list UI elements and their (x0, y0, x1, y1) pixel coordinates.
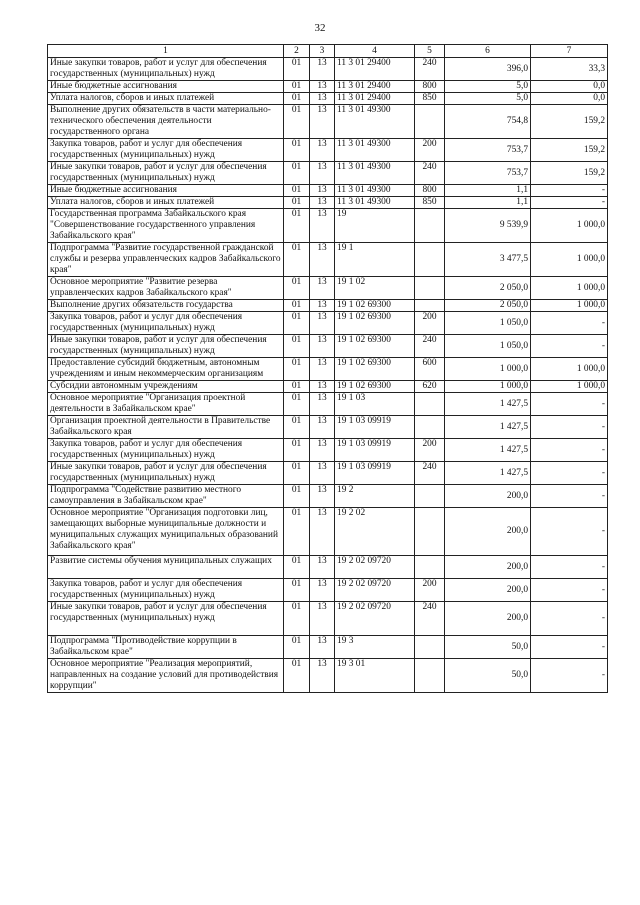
row-subsection: 13 (310, 81, 335, 93)
row-target-article: 19 2 02 09720 (335, 579, 415, 602)
header-col-3: 3 (310, 45, 335, 58)
row-section: 01 (284, 381, 310, 393)
row-target-article: 11 3 01 49300 (335, 162, 415, 185)
row-section: 01 (284, 197, 310, 209)
row-name: Подпрограмма "Содействие развитию местного самоуправления в Забайкальском крае" (48, 485, 284, 508)
row-amount-2020: 50,0 (445, 659, 531, 693)
row-subsection: 13 (310, 209, 335, 243)
row-section: 01 (284, 105, 310, 139)
table-row (48, 556, 608, 579)
row-amount-2021: 159,2 (531, 162, 608, 185)
row-name: Иные бюджетные ассигнования (48, 81, 284, 93)
table-row (48, 579, 608, 602)
row-subsection: 13 (310, 58, 335, 81)
row-section: 01 (284, 358, 310, 381)
row-target-article: 19 1 02 69300 (335, 358, 415, 381)
row-amount-2020: 1 050,0 (445, 312, 531, 335)
row-name: Иные закупки товаров, работ и услуг для обеспечения государственных (муниципальных) нужд (48, 602, 284, 636)
row-name: Закупка товаров, работ и услуг для обеспечения государственных (муниципальных) нужд (48, 139, 284, 162)
row-amount-2020: 1 427,5 (445, 416, 531, 439)
table-row (48, 659, 608, 693)
row-expense-type: 240 (415, 58, 445, 81)
row-expense-type: 620 (415, 381, 445, 393)
row-name: Закупка товаров, работ и услуг для обеспечения государственных (муниципальных) нужд (48, 312, 284, 335)
row-section: 01 (284, 81, 310, 93)
row-amount-2021: 0,0 (531, 93, 608, 105)
table-row (48, 162, 608, 185)
row-amount-2020: 1 000,0 (445, 381, 531, 393)
table-row (48, 185, 608, 197)
row-subsection: 13 (310, 105, 335, 139)
table-row (48, 462, 608, 485)
row-section: 01 (284, 485, 310, 508)
row-section: 01 (284, 579, 310, 602)
table-row (48, 358, 608, 381)
row-name: Уплата налогов, сборов и иных платежей (48, 197, 284, 209)
row-subsection: 13 (310, 556, 335, 579)
table-row (48, 81, 608, 93)
row-amount-2021: - (531, 556, 608, 579)
row-name: Организация проектной деятельности в Правительстве Забайкальского края (48, 416, 284, 439)
page-number: 32 (314, 22, 326, 34)
row-name: Основное мероприятие "Реализация мероприятий, направленных на создание условий для противодействия коррупции" (48, 659, 284, 693)
row-name: Иные закупки товаров, работ и услуг для обеспечения государственных (муниципальных) нужд (48, 462, 284, 485)
table-row (48, 312, 608, 335)
row-expense-type: 600 (415, 358, 445, 381)
row-amount-2020: 200,0 (445, 508, 531, 556)
row-subsection: 13 (310, 381, 335, 393)
row-expense-type: 850 (415, 93, 445, 105)
header-col-6: 6 (445, 45, 531, 58)
row-name: Иные бюджетные ассигнования (48, 185, 284, 197)
table-row (48, 602, 608, 636)
row-target-article: 11 3 01 49300 (335, 105, 415, 139)
row-target-article: 19 1 03 09919 (335, 416, 415, 439)
row-expense-type (415, 300, 445, 312)
table-row (48, 485, 608, 508)
row-target-article: 19 1 02 69300 (335, 312, 415, 335)
row-amount-2021: 159,2 (531, 105, 608, 139)
row-amount-2020: 1 427,5 (445, 439, 531, 462)
row-target-article: 11 3 01 49300 (335, 197, 415, 209)
row-expense-type: 200 (415, 139, 445, 162)
row-section: 01 (284, 58, 310, 81)
row-subsection: 13 (310, 439, 335, 462)
row-section: 01 (284, 508, 310, 556)
row-target-article: 11 3 01 49300 (335, 185, 415, 197)
row-amount-2020: 200,0 (445, 556, 531, 579)
row-amount-2021: - (531, 659, 608, 693)
table-row (48, 58, 608, 81)
row-amount-2020: 3 477,5 (445, 243, 531, 277)
row-subsection: 13 (310, 462, 335, 485)
row-amount-2020: 1,1 (445, 197, 531, 209)
row-target-article: 19 1 02 69300 (335, 300, 415, 312)
row-expense-type: 240 (415, 602, 445, 636)
row-amount-2020: 753,7 (445, 139, 531, 162)
table-row (48, 508, 608, 556)
row-expense-type: 200 (415, 312, 445, 335)
row-amount-2021: 0,0 (531, 81, 608, 93)
row-amount-2021: 1 000,0 (531, 277, 608, 300)
row-subsection: 13 (310, 579, 335, 602)
header-col-1: 1 (48, 45, 284, 58)
row-expense-type (415, 393, 445, 416)
row-name: Выполнение других обязательств государства (48, 300, 284, 312)
row-section: 01 (284, 602, 310, 636)
row-expense-type (415, 508, 445, 556)
row-target-article: 19 1 02 69300 (335, 335, 415, 358)
row-section: 01 (284, 93, 310, 105)
row-amount-2021: 33,3 (531, 58, 608, 81)
row-name: Субсидии автономным учреждениям (48, 381, 284, 393)
row-target-article: 19 2 02 (335, 508, 415, 556)
row-name: Подпрограмма "Противодействие коррупции в Забайкальском крае" (48, 636, 284, 659)
row-amount-2020: 754,8 (445, 105, 531, 139)
row-amount-2020: 200,0 (445, 602, 531, 636)
row-name: Уплата налогов, сборов и иных платежей (48, 93, 284, 105)
row-section: 01 (284, 277, 310, 300)
table-header-row (48, 45, 608, 58)
row-amount-2020: 5,0 (445, 93, 531, 105)
row-expense-type (415, 277, 445, 300)
row-subsection: 13 (310, 636, 335, 659)
row-expense-type (415, 659, 445, 693)
row-amount-2020: 1,1 (445, 185, 531, 197)
row-subsection: 13 (310, 602, 335, 636)
table-row (48, 209, 608, 243)
row-amount-2020: 50,0 (445, 636, 531, 659)
row-amount-2021: 1 000,0 (531, 381, 608, 393)
row-expense-type: 240 (415, 462, 445, 485)
row-subsection: 13 (310, 393, 335, 416)
row-target-article: 19 2 02 09720 (335, 556, 415, 579)
row-subsection: 13 (310, 508, 335, 556)
row-name: Основное мероприятие "Организация проектной деятельности в Забайкальском крае" (48, 393, 284, 416)
row-amount-2021: - (531, 636, 608, 659)
row-section: 01 (284, 162, 310, 185)
row-subsection: 13 (310, 139, 335, 162)
row-target-article: 19 1 03 (335, 393, 415, 416)
row-expense-type (415, 209, 445, 243)
row-expense-type: 800 (415, 81, 445, 93)
row-target-article: 11 3 01 29400 (335, 93, 415, 105)
row-expense-type (415, 243, 445, 277)
row-amount-2020: 1 050,0 (445, 335, 531, 358)
row-amount-2021: - (531, 416, 608, 439)
row-amount-2020: 1 000,0 (445, 358, 531, 381)
row-section: 01 (284, 312, 310, 335)
row-amount-2021: - (531, 508, 608, 556)
row-name: Подпрограмма "Развитие государственной гражданской службы и резерва управленческих кадров Забайкальского края" (48, 243, 284, 277)
row-target-article: 19 (335, 209, 415, 243)
row-subsection: 13 (310, 277, 335, 300)
row-subsection: 13 (310, 358, 335, 381)
row-amount-2020: 1 427,5 (445, 393, 531, 416)
header-col-5: 5 (415, 45, 445, 58)
row-expense-type: 200 (415, 439, 445, 462)
row-section: 01 (284, 300, 310, 312)
row-section: 01 (284, 335, 310, 358)
row-expense-type: 240 (415, 335, 445, 358)
row-target-article: 19 1 02 (335, 277, 415, 300)
row-expense-type (415, 556, 445, 579)
row-amount-2020: 1 427,5 (445, 462, 531, 485)
table-row (48, 277, 608, 300)
row-target-article: 11 3 01 49300 (335, 139, 415, 162)
table-row (48, 335, 608, 358)
row-subsection: 13 (310, 185, 335, 197)
row-section: 01 (284, 139, 310, 162)
row-subsection: 13 (310, 312, 335, 335)
row-expense-type (415, 416, 445, 439)
row-expense-type: 200 (415, 579, 445, 602)
row-expense-type: 240 (415, 162, 445, 185)
row-amount-2020: 9 539,9 (445, 209, 531, 243)
table-row (48, 393, 608, 416)
row-name: Предоставление субсидий бюджетным, автономным учреждениям и иным некоммерческим организациям (48, 358, 284, 381)
row-amount-2021: 1 000,0 (531, 358, 608, 381)
row-target-article: 11 3 01 29400 (335, 58, 415, 81)
row-target-article: 19 3 01 (335, 659, 415, 693)
row-section: 01 (284, 659, 310, 693)
row-name: Закупка товаров, работ и услуг для обеспечения государственных (муниципальных) нужд (48, 579, 284, 602)
row-name: Основное мероприятие "Развитие резерва управленческих кадров Забайкальского края" (48, 277, 284, 300)
row-section: 01 (284, 636, 310, 659)
row-amount-2021: - (531, 312, 608, 335)
row-target-article: 19 2 02 09720 (335, 602, 415, 636)
table-row (48, 105, 608, 139)
row-subsection: 13 (310, 243, 335, 277)
row-section: 01 (284, 209, 310, 243)
row-subsection: 13 (310, 485, 335, 508)
row-target-article: 19 3 (335, 636, 415, 659)
row-amount-2021: - (531, 197, 608, 209)
row-expense-type (415, 105, 445, 139)
row-subsection: 13 (310, 659, 335, 693)
header-col-4: 4 (335, 45, 415, 58)
row-section: 01 (284, 556, 310, 579)
row-amount-2021: - (531, 439, 608, 462)
row-amount-2021: - (531, 393, 608, 416)
row-amount-2021: 1 000,0 (531, 209, 608, 243)
row-amount-2020: 200,0 (445, 579, 531, 602)
row-amount-2021: - (531, 485, 608, 508)
row-subsection: 13 (310, 416, 335, 439)
row-section: 01 (284, 243, 310, 277)
row-amount-2021: - (531, 602, 608, 636)
row-section: 01 (284, 439, 310, 462)
row-amount-2020: 200,0 (445, 485, 531, 508)
row-target-article: 19 1 03 09919 (335, 439, 415, 462)
row-subsection: 13 (310, 162, 335, 185)
row-subsection: 13 (310, 197, 335, 209)
header-col-2: 2 (284, 45, 310, 58)
row-amount-2020: 396,0 (445, 58, 531, 81)
row-subsection: 13 (310, 300, 335, 312)
row-name: Основное мероприятие "Организация подготовки лиц, замещающих выборные муниципальные должности и муниципальных служащих муниципальных образований Забайкальского края" (48, 508, 284, 556)
row-name: Государственная программа Забайкальского края "Совершенствование государственного управления Забайкальского края" (48, 209, 284, 243)
row-amount-2020: 2 050,0 (445, 300, 531, 312)
row-amount-2021: - (531, 185, 608, 197)
table-row (48, 416, 608, 439)
row-name: Иные закупки товаров, работ и услуг для обеспечения государственных (муниципальных) нужд (48, 335, 284, 358)
row-target-article: 19 1 (335, 243, 415, 277)
table-row (48, 439, 608, 462)
row-amount-2021: - (531, 462, 608, 485)
row-amount-2020: 753,7 (445, 162, 531, 185)
row-subsection: 13 (310, 93, 335, 105)
table-row (48, 636, 608, 659)
row-target-article: 19 2 (335, 485, 415, 508)
row-name: Иные закупки товаров, работ и услуг для обеспечения государственных (муниципальных) нужд (48, 162, 284, 185)
table-row (48, 93, 608, 105)
header-col-7: 7 (531, 45, 608, 58)
row-name: Развитие системы обучения муниципальных служащих (48, 556, 284, 579)
row-section: 01 (284, 462, 310, 485)
row-name: Закупка товаров, работ и услуг для обеспечения государственных (муниципальных) нужд (48, 439, 284, 462)
row-name: Выполнение других обязательств в части материально-технического обеспечения деятельности государственного органа (48, 105, 284, 139)
row-name: Иные закупки товаров, работ и услуг для обеспечения государственных (муниципальных) нужд (48, 58, 284, 81)
row-target-article: 19 1 02 69300 (335, 381, 415, 393)
row-expense-type (415, 636, 445, 659)
row-target-article: 11 3 01 29400 (335, 81, 415, 93)
row-expense-type: 800 (415, 185, 445, 197)
row-amount-2020: 2 050,0 (445, 277, 531, 300)
row-subsection: 13 (310, 335, 335, 358)
table-row (48, 300, 608, 312)
row-amount-2021: - (531, 335, 608, 358)
row-amount-2020: 5,0 (445, 81, 531, 93)
row-amount-2021: 1 000,0 (531, 300, 608, 312)
table-row (48, 139, 608, 162)
row-target-article: 19 1 03 09919 (335, 462, 415, 485)
row-amount-2021: - (531, 579, 608, 602)
table-row (48, 381, 608, 393)
table-row (48, 197, 608, 209)
budget-table (47, 44, 608, 693)
row-expense-type (415, 485, 445, 508)
row-section: 01 (284, 393, 310, 416)
table-row (48, 243, 608, 277)
row-expense-type: 850 (415, 197, 445, 209)
row-section: 01 (284, 185, 310, 197)
row-amount-2021: 1 000,0 (531, 243, 608, 277)
row-amount-2021: 159,2 (531, 139, 608, 162)
row-section: 01 (284, 416, 310, 439)
